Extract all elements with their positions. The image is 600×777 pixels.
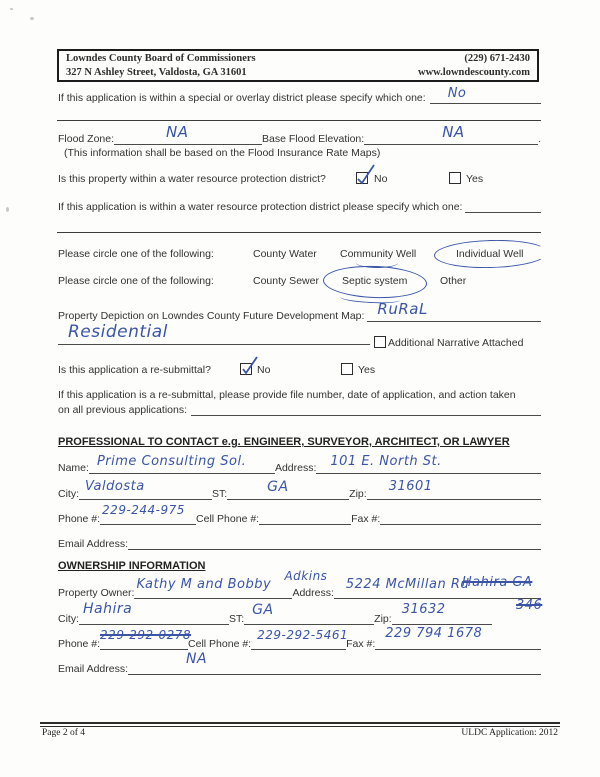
water-district-yes-label: Yes xyxy=(466,173,484,185)
owner-value: Kathy M and Bobby xyxy=(136,577,272,592)
prof-cell-label: Cell Phone #: xyxy=(196,513,260,525)
resubmittal-details-line2: on all previous applications: xyxy=(58,404,187,416)
option-community-well: Community Well xyxy=(340,248,417,260)
option-other: Other xyxy=(440,275,467,287)
owner-fax-value: 229 794 1678 xyxy=(385,626,483,641)
owner-value-raised: Adkins xyxy=(284,569,328,583)
prof-phone-label: Phone #: xyxy=(58,513,101,525)
flood-zone-row xyxy=(58,123,541,145)
prof-address-value: 101 E. North St. xyxy=(330,454,442,469)
base-flood-answer: NA xyxy=(442,123,465,141)
owner-email-label: Email Address: xyxy=(58,663,129,675)
future-dev-blank xyxy=(367,300,541,322)
prof-city-label: City: xyxy=(58,488,79,500)
flood-note: (This information shall be based on the Flood Insurance Rate Maps) xyxy=(64,147,381,159)
prof-st-label: ST: xyxy=(212,488,228,500)
section-divider xyxy=(57,120,541,121)
future-dev-label: Property Depiction on Lowndes County Future Development Map: xyxy=(58,310,365,322)
owner-address-struck2: 346 xyxy=(516,598,543,613)
flood-zone-label: Flood Zone: xyxy=(58,133,115,145)
org-address: 327 N Ashley Street, Valdosta, GA 31601 xyxy=(66,66,247,78)
professional-phone-row xyxy=(58,503,541,525)
water-district-no-label: No xyxy=(374,173,388,185)
footer-rule xyxy=(40,722,560,727)
owner-address-value: 5224 McMillan Rd xyxy=(345,577,470,592)
prof-phone-blank xyxy=(100,503,196,525)
owner-address-struck: Hahira GA xyxy=(461,575,533,590)
water-district-specify-row xyxy=(58,199,541,213)
org-website: www.lowndescounty.com xyxy=(417,66,530,78)
prof-zip-blank xyxy=(367,479,541,500)
scan-artifact xyxy=(10,8,13,10)
prof-address-label: Address: xyxy=(274,462,317,474)
option-county-sewer: County Sewer xyxy=(253,275,319,287)
prof-email-label: Email Address: xyxy=(58,538,129,550)
owner-st-label: ST: xyxy=(229,613,245,625)
flood-zone-answer: NA xyxy=(166,123,189,141)
water-district-question: Is this property within a water resource protection district? xyxy=(58,173,326,185)
water-source-label: Please circle one of the following: xyxy=(58,248,214,260)
overlay-district-label: If this application is within a special or overlay district please specify which one: xyxy=(58,92,426,104)
overlay-district-row xyxy=(58,86,541,104)
owner-phone-row xyxy=(58,626,541,650)
prof-st-blank xyxy=(227,479,349,500)
header-box xyxy=(57,49,539,82)
owner-city-blank xyxy=(79,601,229,625)
flood-zone-blank xyxy=(114,123,262,145)
resubmittal-yes-checkbox xyxy=(341,363,353,375)
base-flood-blank xyxy=(364,123,538,145)
owner-cell-value: 229-292-5461 xyxy=(257,628,349,642)
prof-fax-label: Fax #: xyxy=(351,513,381,525)
prof-city-blank xyxy=(79,479,212,500)
name-value: Prime Consulting Sol. xyxy=(96,454,247,469)
professional-name-row xyxy=(58,454,541,474)
overlay-district-blank xyxy=(430,86,541,104)
prof-email-blank xyxy=(128,536,541,550)
option-septic-system: Septic system xyxy=(342,275,408,287)
resubmittal-details-line1: If this application is a re-submittal, please provide file number, date of application, and action taken xyxy=(58,389,516,401)
name-blank xyxy=(89,454,275,474)
prof-fax-blank xyxy=(380,511,541,525)
prof-zip-value: 31601 xyxy=(388,479,433,494)
resubmittal-details-blank xyxy=(191,402,541,416)
ownership-heading: OWNERSHIP INFORMATION xyxy=(58,560,206,572)
future-dev-blank-2 xyxy=(58,322,370,345)
option-individual-well: Individual Well xyxy=(456,248,524,260)
water-district-specify-blank xyxy=(465,199,541,213)
resubmittal-details-row2 xyxy=(58,402,541,416)
water-district-yes-checkbox xyxy=(449,172,461,184)
owner-zip-label: Zip: xyxy=(374,613,392,625)
owner-st-blank xyxy=(244,602,374,625)
footer-right-text: ULDC Application: 2012 xyxy=(461,728,558,738)
owner-cell-label: Cell Phone #: xyxy=(188,638,252,650)
prof-phone-value: 229-244-975 xyxy=(102,503,185,517)
owner-zip-value: 31632 xyxy=(401,602,446,617)
overlay-district-answer: No xyxy=(447,86,467,101)
future-dev-answer-2: Residential xyxy=(68,322,168,342)
org-name: Lowndes County Board of Commissioners xyxy=(66,52,256,64)
owner-email-value: NA xyxy=(186,651,208,667)
flood-period: . xyxy=(538,133,541,145)
owner-st-value: GA xyxy=(252,602,274,618)
additional-narrative-label: Additional Narrative Attached xyxy=(388,337,524,349)
prof-st-value: GA xyxy=(267,479,289,495)
water-district-specify-label: If this application is within a water resource protection district please specify which one: xyxy=(58,201,463,213)
professional-email-row xyxy=(58,536,541,550)
owner-zip-blank xyxy=(392,602,492,625)
owner-address-label: Address: xyxy=(292,587,334,599)
org-phone: (229) 671-2430 xyxy=(464,52,530,64)
owner-email-row xyxy=(58,651,541,675)
additional-narrative-checkbox xyxy=(374,336,386,348)
owner-city-value: Hahira xyxy=(83,601,133,617)
owner-cell-blank xyxy=(251,628,349,650)
prof-city-value: Valdosta xyxy=(85,479,145,494)
future-dev-row xyxy=(58,300,541,322)
owner-email-blank xyxy=(128,651,541,675)
name-label: Name: xyxy=(58,462,89,474)
resubmittal-yes-label: Yes xyxy=(358,364,376,376)
page-number: Page 2 of 4 xyxy=(42,728,86,738)
owner-phone-value: 229-292-0278 xyxy=(100,628,192,642)
prof-address-blank xyxy=(316,454,541,474)
scan-artifact xyxy=(6,207,9,212)
resubmittal-no-label: No xyxy=(257,364,271,376)
professional-city-row xyxy=(58,479,541,500)
owner-address-blank xyxy=(334,575,541,599)
owner-row xyxy=(58,569,541,599)
scan-artifact xyxy=(30,17,34,20)
owner-phone-label: Phone #: xyxy=(58,638,101,650)
resubmittal-question: Is this application a re-submittal? xyxy=(58,364,211,376)
prof-cell-blank xyxy=(259,511,351,525)
prof-zip-label: Zip: xyxy=(349,488,367,500)
future-dev-answer-1: RuRaL xyxy=(377,300,428,318)
individual-well-circle xyxy=(434,239,549,270)
owner-city-label: City: xyxy=(58,613,79,625)
owner-label: Property Owner: xyxy=(58,587,135,599)
water-district-no-checkbox xyxy=(356,172,368,184)
sewer-label: Please circle one of the following: xyxy=(58,275,214,287)
base-flood-label: Base Flood Elevation: xyxy=(262,133,365,145)
section-divider xyxy=(57,232,541,233)
professional-heading: PROFESSIONAL TO CONTACT e.g. ENGINEER, SURVEYOR, ARCHITECT, OR LAWYER xyxy=(58,436,510,448)
resubmittal-no-checkbox xyxy=(240,363,252,375)
option-county-water: County Water xyxy=(253,248,317,260)
owner-phone-blank xyxy=(100,628,192,650)
owner-fax-blank xyxy=(375,626,541,650)
owner-fax-label: Fax #: xyxy=(346,638,376,650)
